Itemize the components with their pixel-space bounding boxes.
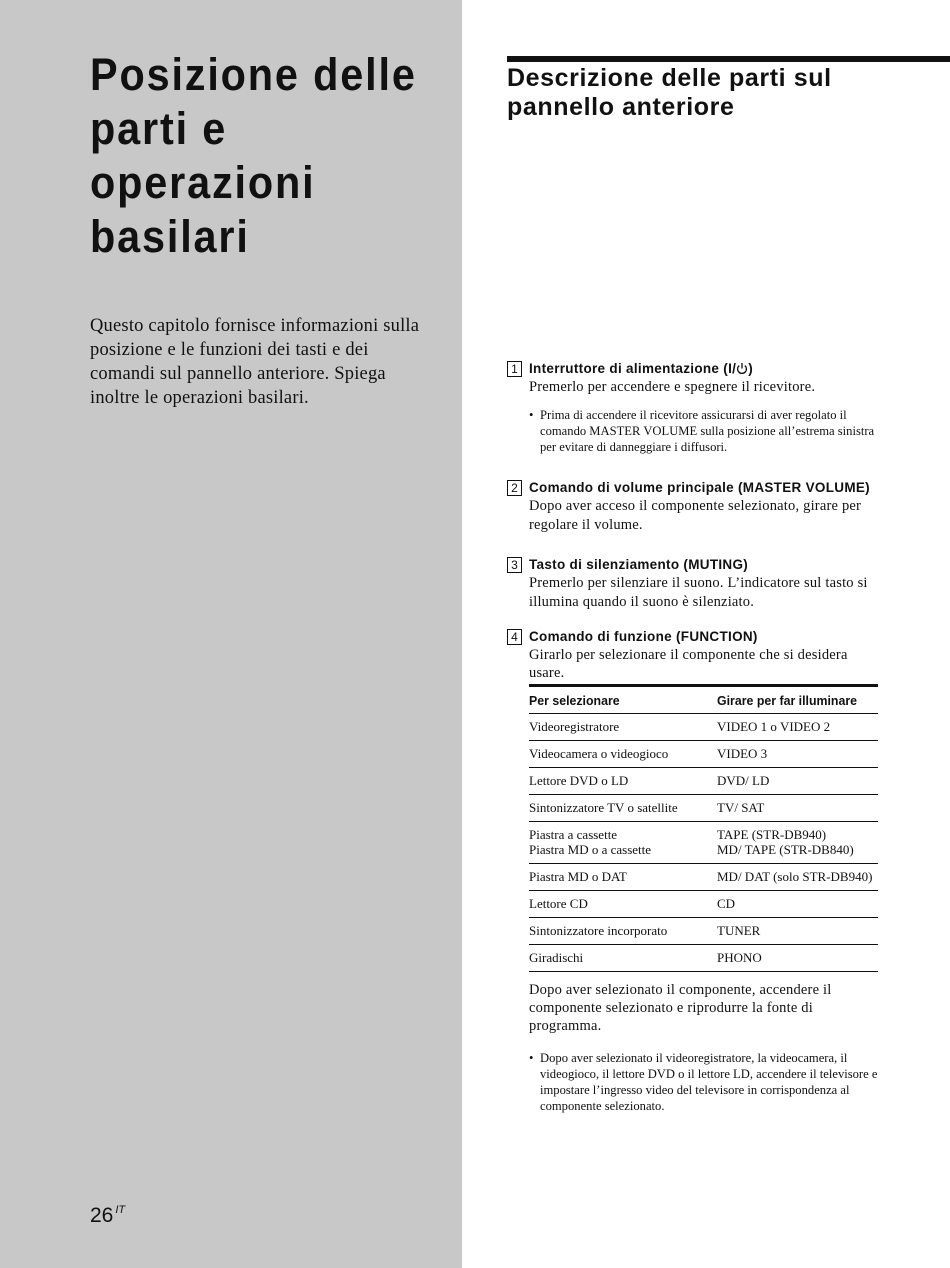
table-row (529, 822, 878, 864)
table-cell: Piastra MD o DAT (529, 864, 717, 891)
chapter-intro: Questo capitolo fornisce informazioni sulla posizione e le funzioni dei tasti e dei comandi sul pannello anteriore. Spiega inoltre le operazioni basilari. (90, 316, 420, 408)
page-number (90, 1204, 125, 1228)
table-cell: Piastra a cassette Piastra MD o a cassette (529, 822, 717, 864)
item-number: 4 (507, 629, 522, 645)
item-text: Premerlo per silenziare il suono. L’indicatore sul tasto si illumina quando il suono è silenziato. (529, 575, 868, 610)
table-cell: Videoregistratore (529, 714, 717, 741)
item-master-volume (507, 479, 879, 535)
table-row (529, 795, 878, 822)
table-cell: PHONO (717, 945, 878, 972)
chapter-title: Posizione delle parti e operazioni basilari (90, 49, 417, 262)
item-title-close: ) (748, 361, 753, 376)
item-title (529, 360, 753, 377)
item-note (529, 407, 879, 455)
item-power-switch (507, 360, 879, 455)
after-table-text: Dopo aver selezionato il componente, accendere il componente selezionato e riprodurre la fonte di programma. (529, 982, 832, 1034)
item-text: Girarlo per selezionare il componente che si desidera usare. (529, 647, 848, 681)
item-text: Dopo aver acceso il componente selezionato, girare per regolare il volume. (529, 498, 862, 533)
bullet: • (529, 1051, 534, 1065)
table-row (529, 918, 878, 945)
table-row (529, 945, 878, 972)
function-table (529, 684, 878, 972)
table-row (529, 864, 878, 891)
table-row (529, 891, 878, 918)
page-number-value: 26 (90, 1204, 114, 1227)
table-cell: DVD/ LD (717, 768, 878, 795)
item-function (507, 628, 879, 682)
table-header: Per selezionare (529, 686, 708, 714)
table-row (529, 768, 878, 795)
table-row (529, 714, 878, 741)
table-header-row (529, 686, 878, 714)
item-number: 3 (507, 557, 522, 573)
table-cell: CD (717, 891, 878, 918)
item-title: Tasto di silenziamento (MUTING) (529, 557, 749, 572)
table-cell: Sintonizzatore TV o satellite (529, 795, 717, 822)
final-note-text: Dopo aver selezionato il videoregistratore, la videocamera, il videogioco, il lettore DVD o il lettore LD, accendere il televisore e impostare l’ingresso video del televisore in corrispondenza al componente selezionato. (540, 1051, 878, 1113)
power-symbol-label: I/ (728, 361, 737, 376)
section-title: Descrizione delle parti sul pannello anteriore (507, 64, 832, 121)
table-cell: MD/ DAT (solo STR-DB940) (717, 864, 878, 891)
item-note-text: Prima di accendere il ricevitore assicurarsi di aver regolato il comando MASTER VOLUME sulla posizione all’estrema sinistra per evitare di danneggiare i diffusori. (540, 408, 875, 454)
page-number-suffix: IT (115, 1204, 126, 1216)
power-standby-icon (736, 362, 748, 375)
bullet: • (529, 408, 534, 422)
section-rule (507, 56, 950, 62)
item-number: 2 (507, 480, 522, 496)
table-cell: Giradischi (529, 945, 717, 972)
table-cell: Sintonizzatore incorporato (529, 918, 717, 945)
item-title: Comando di volume principale (MASTER VOLUME) (529, 480, 870, 495)
item-title: Comando di funzione (FUNCTION) (529, 629, 758, 644)
table-cell: VIDEO 1 o VIDEO 2 (717, 714, 878, 741)
table-cell: Lettore CD (529, 891, 717, 918)
table-header: Girare per far illuminare (717, 686, 870, 714)
table-cell: TAPE (STR-DB940) MD/ TAPE (STR-DB840) (717, 822, 878, 864)
table-cell: TUNER (717, 918, 878, 945)
table-cell: Videocamera o videogioco (529, 741, 717, 768)
final-note (529, 1050, 890, 1114)
item-title-text: Interruttore di alimentazione ( (529, 361, 729, 376)
table-cell: Lettore DVD o LD (529, 768, 717, 795)
item-text: Premerlo per accendere e spegnere il ricevitore. (529, 379, 816, 395)
table-cell: TV/ SAT (717, 795, 878, 822)
item-muting (507, 556, 879, 612)
table-row (529, 741, 878, 768)
item-number: 1 (507, 361, 522, 377)
table-cell: VIDEO 3 (717, 741, 878, 768)
